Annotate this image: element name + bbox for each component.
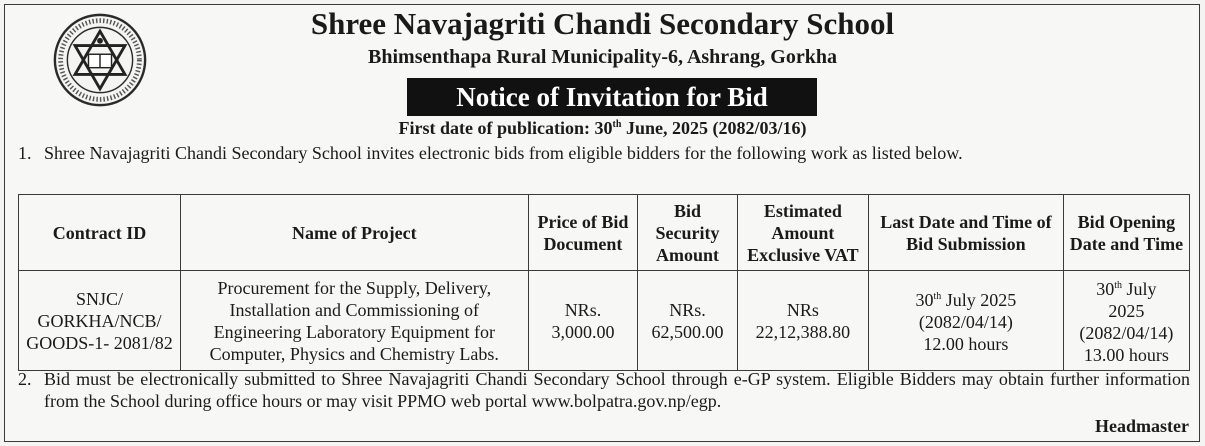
- school-address: Bhimsenthapa Rural Municipality-6, Ashrang, Gorkha: [368, 46, 837, 68]
- bid-table: [18, 194, 1190, 371]
- school-name: Shree Navajagriti Chandi Secondary School: [310, 6, 895, 41]
- paragraph-number: 1.: [18, 143, 32, 163]
- paragraph-2: [18, 368, 1190, 412]
- column-header: Price of Bid Document: [528, 195, 638, 271]
- paragraph-number: 2.: [18, 369, 32, 389]
- last-date-cell: 30th July 2025 (2082/04/14) 12.00 hours: [869, 271, 1064, 371]
- signature: Headmaster: [1095, 416, 1189, 436]
- column-header: Name of Project: [181, 195, 529, 271]
- column-header: Bid Security Amount: [638, 195, 737, 271]
- estimated-amount-cell: NRs 22,12,388.80: [737, 271, 868, 371]
- contract-id-cell: SNJC/ GORKHA/NCB/ GOODS-1- 2081/82: [19, 271, 181, 371]
- publication-date: First date of publication: 30th June, 2025 (2082/03/16): [398, 118, 807, 138]
- column-header: Last Date and Time of Bid Submission: [869, 195, 1064, 271]
- price-cell: NRs. 3,000.00: [528, 271, 638, 371]
- paragraph-1: [18, 142, 1190, 164]
- column-header: Bid Opening Date and Time: [1063, 195, 1189, 271]
- opening-date-cell: 30th July 2025 (2082/04/14) 13.00 hours: [1063, 271, 1189, 371]
- notice-title: Notice of Invitation for Bid: [407, 78, 817, 116]
- project-name-cell: Procurement for the Supply, Delivery, Installation and Commissioning of Engineering Laboratory Equipment for Computer, Physics and Chemistry Labs.: [181, 271, 529, 371]
- paragraph-text: Bid must be electronically submitted to Shree Navajagriti Chandi Secondary School through e-GP system. Eligible Bidders may obtain further information from the School during office hours or may visit PPMO web portal www.bolpatra.gov.np/egp.: [44, 369, 1190, 411]
- table-header-row: [19, 195, 1190, 271]
- column-header: Estimated Amount Exclusive VAT: [737, 195, 868, 271]
- security-cell: NRs. 62,500.00: [638, 271, 737, 371]
- paragraph-text: Shree Navajagriti Chandi Secondary School invites electronic bids from eligible bidders for the following work as listed below.: [44, 143, 963, 163]
- table-row: [19, 271, 1190, 371]
- column-header: Contract ID: [19, 195, 181, 271]
